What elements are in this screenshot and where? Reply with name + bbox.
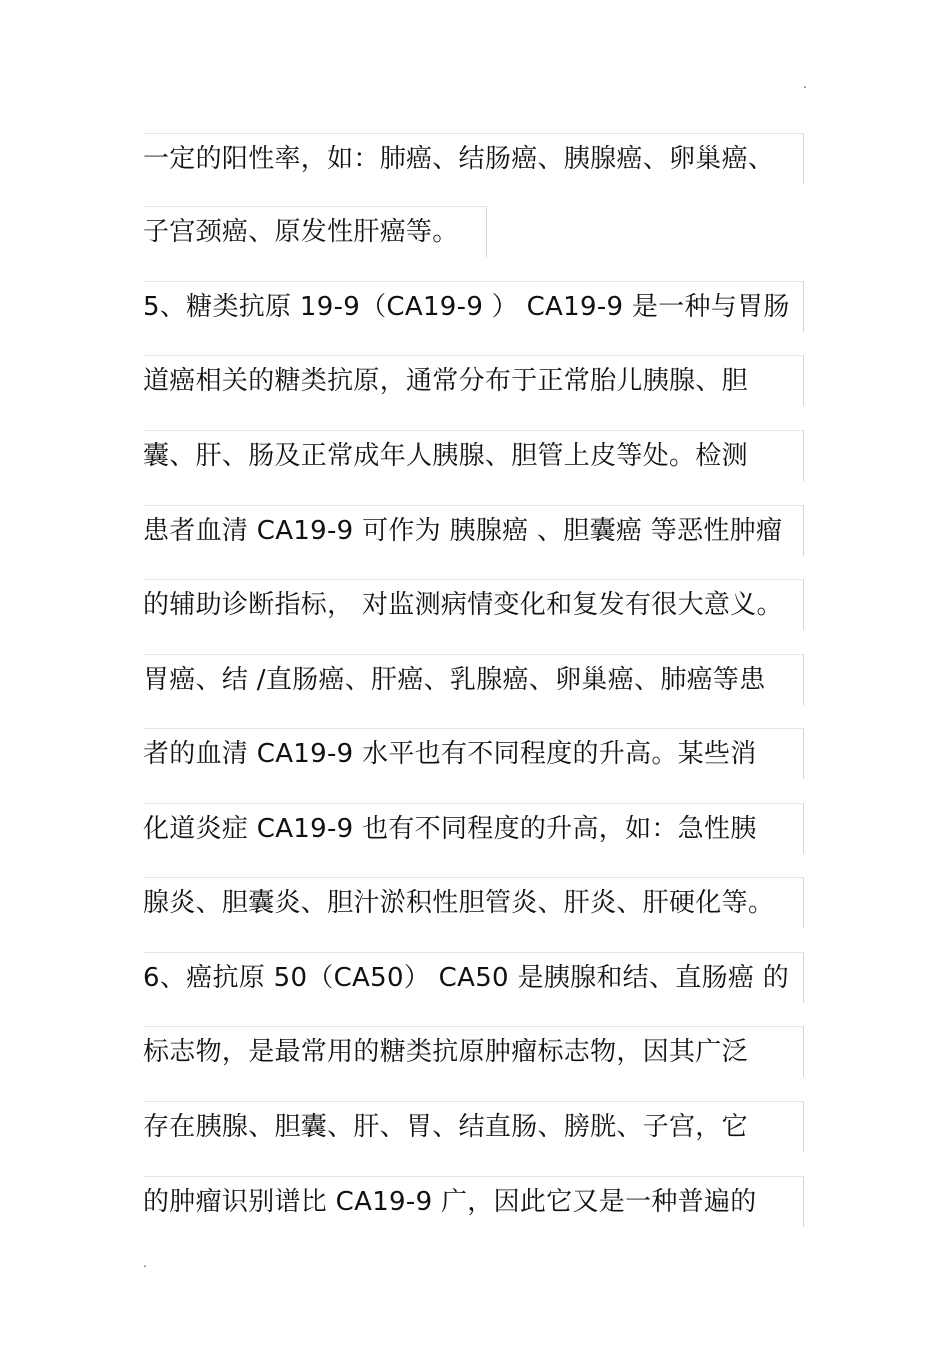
text-line-2: 子宫颈癌、原发性肝癌等。	[143, 206, 487, 257]
text-line-4: 道癌相关的糖类抗原，通常分布于正常胎儿胰腺、胆	[143, 355, 804, 406]
text-line-14: 存在胰腺、胆囊、肝、胃、结直肠、膀胱、子宫，它	[143, 1101, 804, 1152]
text-line-15: 的肿瘤识别谱比 CA19-9 广，因此它又是一种普遍的	[143, 1176, 804, 1227]
corner-mark-bottom: .	[143, 1256, 147, 1270]
text-line-1: 一定的阳性率，如：肺癌、结肠癌、胰腺癌、卵巢癌、	[143, 133, 804, 184]
text-line-11: 腺炎、胆囊炎、胆汁淤积性胆管炎、肝炎、肝硬化等。	[143, 877, 804, 928]
text-line-7: 的辅助诊断指标， 对监测病情变化和复发有很大意义。	[143, 579, 804, 630]
corner-mark-top: .	[803, 77, 807, 91]
text-line-5: 囊、肝、肠及正常成年人胰腺、胆管上皮等处。检测	[143, 430, 804, 481]
text-line-8: 胃癌、结 /直肠癌、肝癌、乳腺癌、卵巢癌、肺癌等患	[143, 654, 804, 705]
text-line-9: 者的血清 CA19-9 水平也有不同程度的升高。某些消	[143, 728, 804, 779]
text-line-10: 化道炎症 CA19-9 也有不同程度的升高，如：急性胰	[143, 803, 804, 854]
text-line-12: 6、癌抗原 50（CA50） CA50 是胰腺和结、直肠癌 的	[143, 952, 804, 1003]
text-line-3: 5、糖类抗原 19-9（CA19-9 ） CA19-9 是一种与胃肠	[143, 281, 804, 332]
text-line-13: 标志物，是最常用的糖类抗原肿瘤标志物，因其广泛	[143, 1026, 804, 1077]
text-line-6: 患者血清 CA19-9 可作为 胰腺癌 、胆囊癌 等恶性肿瘤	[143, 505, 804, 556]
